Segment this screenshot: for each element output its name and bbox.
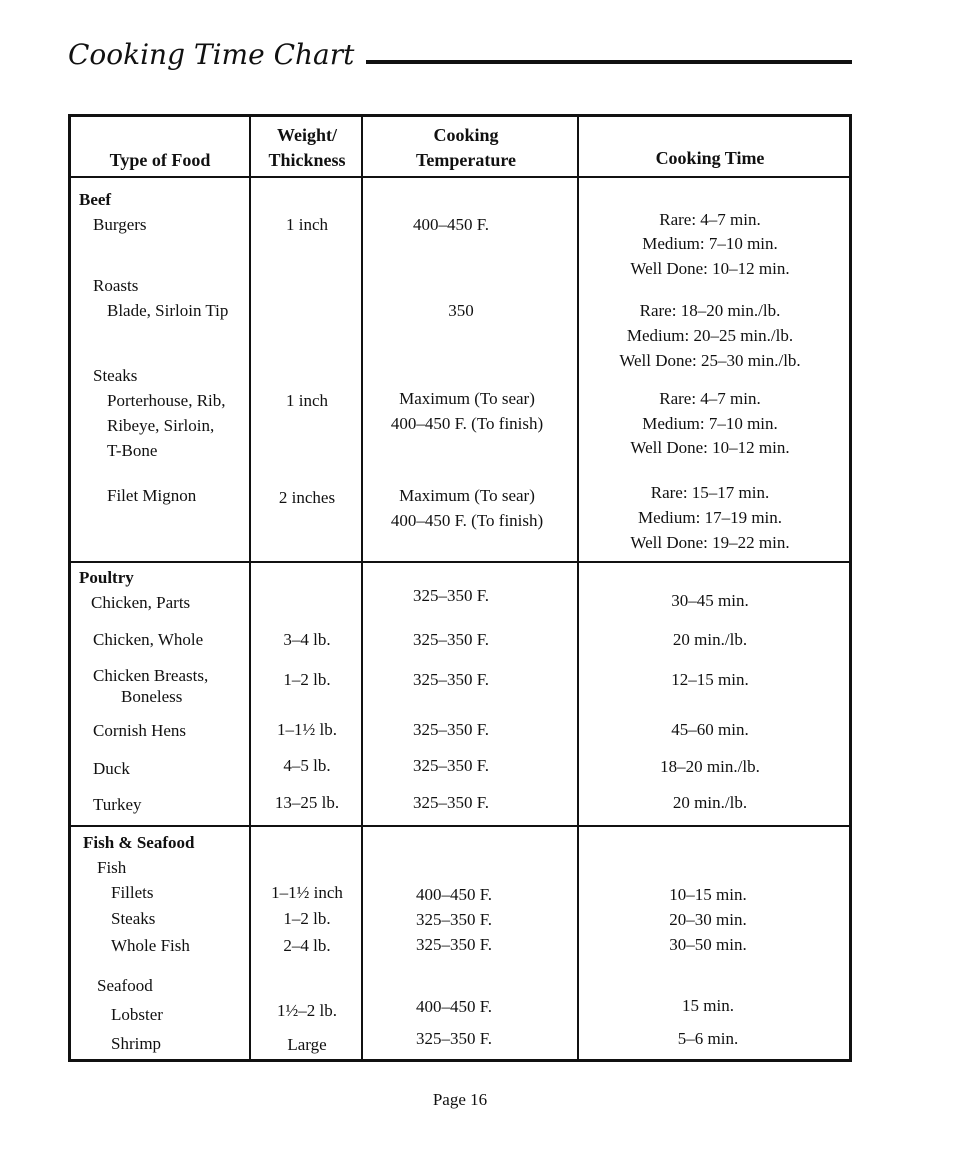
section-divider [71,825,849,827]
page-title: Cooking Time Chart [68,38,355,71]
weight-value: 4–5 lb. [283,756,331,775]
time-value: Medium: 7–10 min. [642,414,778,433]
time-value: 18–20 min./lb. [660,757,760,776]
food-name: Porterhouse, Rib, [107,391,226,410]
time-value: Rare: 15–17 min. [650,483,770,502]
time-value: 20–30 min. [669,910,747,929]
temperature-value: 400–450 F. [415,997,493,1016]
time-value: Rare: 4–7 min. [659,210,761,229]
food-name: Steaks [111,909,156,928]
header-cooking: Cooking [433,125,499,145]
header-temperature: Temperature [416,150,516,170]
temperature-value: 325–350 F. [415,935,493,954]
time-value: Medium: 20–25 min./lb. [626,326,794,345]
food-name: Lobster [111,1005,163,1024]
temperature-value: Maximum (To sear) [399,389,535,408]
weight-value: 13–25 lb. [274,793,340,812]
header-thickness: Thickness [268,150,346,170]
weight-value: 1–1½ inch [271,883,343,902]
weight-value: 1–2 lb. [283,909,331,928]
section-heading-fish-seafood: Fish & Seafood [83,833,195,852]
food-name: Chicken, Whole [93,630,204,649]
temperature-value: 400–450 F. (To finish) [390,414,544,433]
subsection-heading: Steaks [93,366,138,385]
food-name: Chicken, Parts [91,593,191,612]
food-name: Blade, Sirloin Tip [107,301,229,320]
weight-value: 1–2 lb. [283,670,331,689]
subsection-heading: Seafood [97,976,153,995]
weight-value: 1½–2 lb. [277,1001,337,1020]
temperature-value: 325–350 F. [412,630,490,649]
column-divider [249,117,251,1059]
weight-value: 1 inch [285,391,329,410]
temperature-value: 325–350 F. [412,586,490,605]
temperature-value: 400–450 F. (To finish) [390,511,544,530]
temperature-value: 400–450 F. [415,885,493,904]
time-value: Rare: 4–7 min. [659,389,761,408]
temperature-value: 325–350 F. [412,670,490,689]
food-name: Duck [93,759,130,778]
subsection-heading: Roasts [93,276,139,295]
food-name: Filet Mignon [107,486,197,505]
weight-value: 1 inch [285,215,329,234]
time-value: Well Done: 10–12 min. [630,438,790,457]
temperature-value: 325–350 F. [412,793,490,812]
food-name: Boneless [121,687,183,706]
time-value: 20 min./lb. [672,630,748,649]
column-divider [361,117,363,1059]
time-value: 20 min./lb. [672,793,748,812]
header-type-of-food: Type of Food [109,150,211,170]
food-name: T-Bone [107,441,158,460]
time-value: Well Done: 10–12 min. [630,259,790,278]
food-name: Turkey [93,795,142,814]
time-value: 12–15 min. [671,670,749,689]
time-value: Well Done: 25–30 min./lb. [619,351,801,370]
section-divider [71,561,849,563]
temperature-value: 325–350 F. [412,720,490,739]
weight-value: 2–4 lb. [283,936,331,955]
temperature-value: 350 [448,301,474,320]
temperature-value: Maximum (To sear) [399,486,535,505]
time-value: 30–45 min. [671,591,749,610]
food-name: Burgers [93,215,147,234]
weight-value: Large [287,1035,327,1054]
temperature-value: 325–350 F. [412,756,490,775]
weight-value: 3–4 lb. [283,630,331,649]
food-name: Whole Fish [111,936,190,955]
food-name: Shrimp [111,1034,162,1053]
weight-value: 2 inches [278,488,336,507]
temperature-value: 325–350 F. [415,910,493,929]
title-rule [366,60,852,64]
time-value: 10–15 min. [669,885,747,904]
subsection-heading: Fish [97,858,127,877]
food-name: Cornish Hens [93,721,187,740]
page-number: Page 16 [432,1090,488,1109]
food-name: Fillets [111,883,154,902]
time-value: 45–60 min. [671,720,749,739]
time-value: 30–50 min. [669,935,747,954]
time-value: 5–6 min. [677,1029,739,1048]
time-value: Medium: 17–19 min. [637,508,783,527]
section-heading-beef: Beef [79,190,112,209]
section-heading-poultry: Poultry [79,568,134,587]
weight-value: 1–1½ lb. [277,720,337,739]
header-divider [71,176,849,178]
time-value: 15 min. [682,996,734,1015]
header-cooking-time: Cooking Time [655,148,765,168]
column-divider [577,117,579,1059]
time-value: Rare: 18–20 min./lb. [639,301,781,320]
time-value: Medium: 7–10 min. [642,234,778,253]
food-name: Chicken Breasts, [93,666,209,685]
time-value: Well Done: 19–22 min. [630,533,790,552]
temperature-value: 325–350 F. [415,1029,493,1048]
header-weight: Weight/ [276,125,338,145]
temperature-value: 400–450 F. [412,215,490,234]
cooking-time-table [68,114,852,1062]
food-name: Ribeye, Sirloin, [107,416,215,435]
